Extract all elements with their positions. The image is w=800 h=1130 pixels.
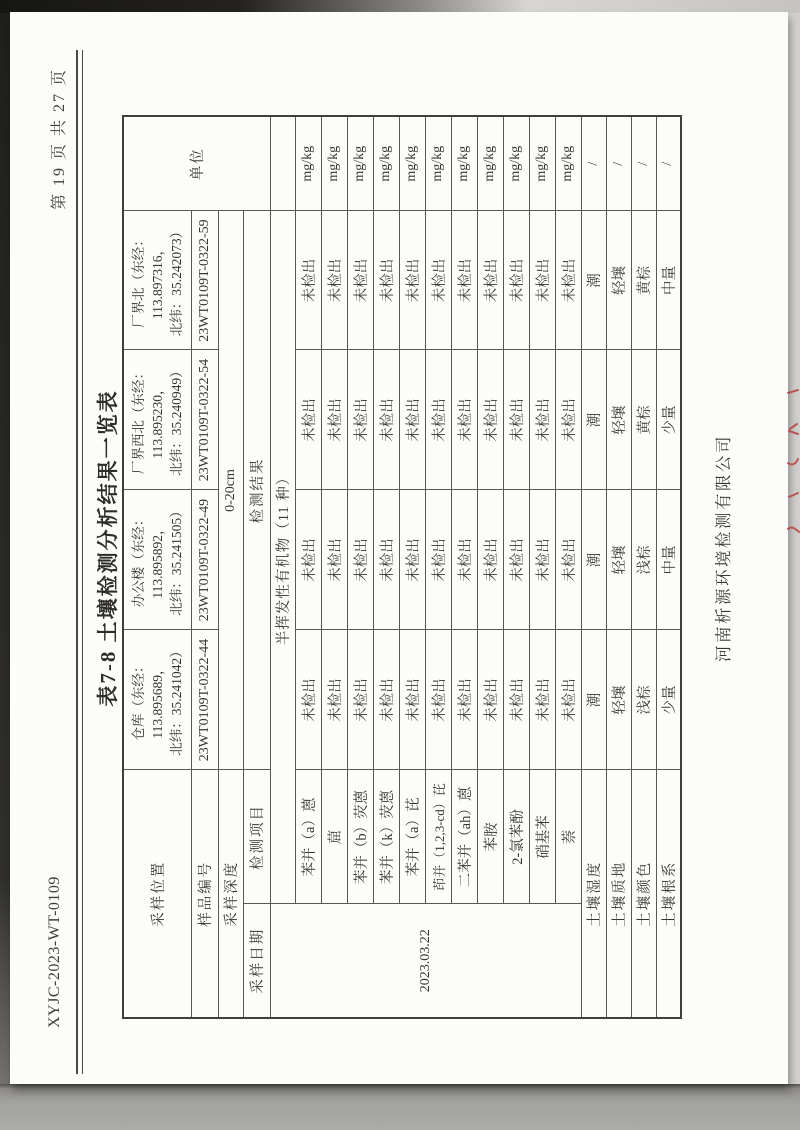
analyte-name-cell: 苯胺 <box>477 770 503 904</box>
row-sampling-location <box>123 116 191 1018</box>
location-cell: 仓库（东经： 113.895689， 北纬：35.241042） <box>123 630 191 770</box>
soil-label-cell: 土壤根系 <box>656 770 681 1018</box>
result-cell: 未检出 <box>399 630 425 770</box>
unit-cell: mg/kg <box>555 116 581 211</box>
result-cell: 未检出 <box>295 211 321 350</box>
analyte-row <box>347 116 373 1018</box>
result-cell: 未检出 <box>477 490 503 630</box>
result-cell: 未检出 <box>477 350 503 490</box>
result-cell: 未检出 <box>425 211 451 350</box>
row-label-location: 采样位置 <box>123 770 191 1018</box>
red-stamp-fragment <box>787 375 800 535</box>
analyte-name-cell: 苯并（k）荧蒽 <box>373 770 399 904</box>
table-title: 表7-8 土壤检测分析结果一览表 <box>96 389 120 707</box>
result-header-cell: 检测结果 <box>243 211 270 770</box>
result-cell: 未检出 <box>529 211 555 350</box>
row-sampling-depth <box>218 116 243 1018</box>
result-cell: 未检出 <box>503 350 529 490</box>
analyte-name-cell: 苯并（a）蒽 <box>295 770 321 904</box>
soil-value-cell: 潮 <box>581 211 606 350</box>
unit-cell: mg/kg <box>451 116 477 211</box>
result-cell: 未检出 <box>321 350 347 490</box>
unit-cell: / <box>656 116 681 211</box>
analyte-name-cell: 萘 <box>555 770 581 904</box>
result-cell: 未检出 <box>295 350 321 490</box>
company-name: 河南析源环境检测有限公司 <box>714 434 733 662</box>
unit-cell: / <box>581 116 606 211</box>
result-cell: 未检出 <box>451 211 477 350</box>
soil-property-row <box>656 116 681 1018</box>
soil-property-row <box>606 116 631 1018</box>
header-double-rule <box>76 50 83 1074</box>
result-cell: 未检出 <box>425 350 451 490</box>
unit-cell: mg/kg <box>529 116 555 211</box>
result-cell: 未检出 <box>347 211 373 350</box>
scan-edge-shadow-bottom <box>787 13 800 1084</box>
analyte-name-cell: 苯并（a）芘 <box>399 770 425 904</box>
soil-value-cell: 轻壤 <box>606 350 631 490</box>
result-cell: 未检出 <box>347 350 373 490</box>
row-category <box>270 116 295 1018</box>
soil-value-cell: 中量 <box>656 211 681 350</box>
soil-value-cell: 潮 <box>581 350 606 490</box>
unit-cell: mg/kg <box>373 116 399 211</box>
soil-value-cell: 黄棕 <box>631 350 656 490</box>
analyte-row <box>529 116 555 1018</box>
result-cell: 未检出 <box>451 630 477 770</box>
soil-results-table <box>122 115 682 1019</box>
unit-cell: mg/kg <box>503 116 529 211</box>
sample-number-cell: 23WT0109T-0322-59 <box>191 211 218 350</box>
result-cell: 未检出 <box>555 211 581 350</box>
result-cell: 未检出 <box>321 490 347 630</box>
sampling-date-cell: 2023.03.22 <box>270 904 581 1018</box>
soil-label-cell: 土壤湿度 <box>581 770 606 1018</box>
result-cell: 未检出 <box>503 211 529 350</box>
analyte-name-cell: 二苯并（ah）蒽 <box>451 770 477 904</box>
result-cell: 未检出 <box>477 211 503 350</box>
unit-column-header: 单位 <box>123 116 270 211</box>
location-cell: 厂界北（东经： 113.897316， 北纬：35.242073） <box>123 211 191 350</box>
result-cell: 未检出 <box>529 630 555 770</box>
soil-value-cell: 少量 <box>656 350 681 490</box>
result-cell: 未检出 <box>399 490 425 630</box>
result-cell: 未检出 <box>555 490 581 630</box>
analyte-row <box>477 116 503 1018</box>
result-cell: 未检出 <box>347 630 373 770</box>
result-cell: 未检出 <box>321 211 347 350</box>
depth-value-cell: 0-20cm <box>218 211 243 770</box>
category-header-cell: 半挥发性有机物（11 种） <box>270 211 295 904</box>
analyte-name-cell: 茚并（1,2,3-cd）芘 <box>425 770 451 904</box>
soil-value-cell: 轻壤 <box>606 630 631 770</box>
empty-cell <box>270 116 295 211</box>
result-cell: 未检出 <box>425 490 451 630</box>
soil-value-cell: 中量 <box>656 490 681 630</box>
analyte-row <box>373 116 399 1018</box>
result-cell: 未检出 <box>295 490 321 630</box>
unit-cell: mg/kg <box>399 116 425 211</box>
document-header <box>46 68 70 1028</box>
result-cell: 未检出 <box>529 350 555 490</box>
unit-cell: mg/kg <box>321 116 347 211</box>
unit-cell: mg/kg <box>477 116 503 211</box>
soil-property-row <box>631 116 656 1018</box>
result-cell: 未检出 <box>399 350 425 490</box>
location-cell: 办公楼（东经： 113.895892， 北纬：35.241505） <box>123 490 191 630</box>
analyte-row <box>555 116 581 1018</box>
result-cell: 未检出 <box>451 350 477 490</box>
analyte-name-cell: 䓛 <box>321 770 347 904</box>
location-cell: 厂界西北（东经： 113.895230， 北纬：35.240949） <box>123 350 191 490</box>
result-cell: 未检出 <box>555 350 581 490</box>
result-cell: 未检出 <box>373 211 399 350</box>
page-number: 第 19 页 共 27 页 <box>51 68 68 211</box>
result-cell: 未检出 <box>295 630 321 770</box>
scan-edge-shadow-top <box>0 0 10 1130</box>
unit-cell: mg/kg <box>295 116 321 211</box>
row-label-sample-number: 样品编号 <box>191 770 218 1018</box>
unit-cell: / <box>631 116 656 211</box>
row-test-item-header <box>243 116 270 1018</box>
result-cell: 未检出 <box>529 490 555 630</box>
unit-cell: / <box>606 116 631 211</box>
analyte-name-cell: 2-氯苯酚 <box>503 770 529 904</box>
analyte-row <box>321 116 347 1018</box>
result-cell: 未检出 <box>373 490 399 630</box>
analyte-row <box>399 116 425 1018</box>
result-cell: 未检出 <box>321 630 347 770</box>
result-cell: 未检出 <box>347 490 373 630</box>
soil-value-cell: 浅棕 <box>631 490 656 630</box>
analyte-name-cell: 硝基苯 <box>529 770 555 904</box>
document-number: XYJC-2023-WT-0109 <box>46 876 63 1028</box>
analyte-name-cell: 苯并（b）荧蒽 <box>347 770 373 904</box>
unit-cell: mg/kg <box>425 116 451 211</box>
result-cell: 未检出 <box>373 630 399 770</box>
result-cell: 未检出 <box>373 350 399 490</box>
soil-label-cell: 土壤颜色 <box>631 770 656 1018</box>
document-page <box>10 12 788 1084</box>
sample-number-cell: 23WT0109T-0322-54 <box>191 350 218 490</box>
soil-value-cell: 潮 <box>581 630 606 770</box>
soil-value-cell: 黄棕 <box>631 211 656 350</box>
soil-value-cell: 潮 <box>581 490 606 630</box>
result-cell: 未检出 <box>425 630 451 770</box>
row-label-depth: 采样深度 <box>218 770 243 1018</box>
row-label-item: 检测项目 <box>243 770 270 904</box>
soil-value-cell: 少量 <box>656 630 681 770</box>
row-label-date: 采样日期 <box>243 904 270 1018</box>
soil-value-cell: 轻壤 <box>606 490 631 630</box>
soil-label-cell: 土壤质地 <box>606 770 631 1018</box>
analyte-row <box>503 116 529 1018</box>
sample-number-cell: 23WT0109T-0322-44 <box>191 630 218 770</box>
result-cell: 未检出 <box>555 630 581 770</box>
result-cell: 未检出 <box>503 630 529 770</box>
soil-value-cell: 浅棕 <box>631 630 656 770</box>
result-cell: 未检出 <box>399 211 425 350</box>
result-cell: 未检出 <box>477 630 503 770</box>
row-sample-number <box>191 116 218 1018</box>
result-cell: 未检出 <box>503 490 529 630</box>
sample-number-cell: 23WT0109T-0322-49 <box>191 490 218 630</box>
unit-cell: mg/kg <box>347 116 373 211</box>
scan-edge-shadow-left <box>0 1084 800 1130</box>
result-cell: 未检出 <box>451 490 477 630</box>
analyte-row <box>425 116 451 1018</box>
analyte-row <box>295 116 321 1018</box>
soil-property-row <box>581 116 606 1018</box>
analyte-row <box>451 116 477 1018</box>
soil-value-cell: 轻壤 <box>606 211 631 350</box>
